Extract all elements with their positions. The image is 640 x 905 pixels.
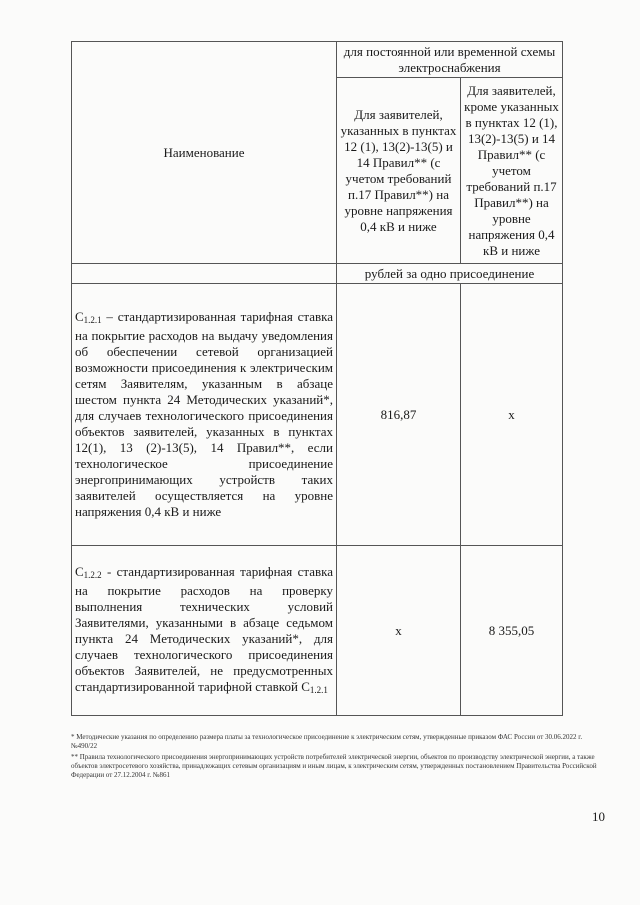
tariff-table: [71, 41, 563, 716]
row-description-cell: [72, 546, 337, 716]
page-number: 10: [592, 809, 605, 824]
rate-code: С: [75, 563, 84, 579]
row-value-b: x: [461, 284, 563, 546]
header-name-cell: Наименование: [72, 42, 337, 264]
row-value-a: x: [337, 546, 461, 716]
rate-description: – стандартизированная тарифная ставка на покрытие расходов на выдачу уведомления об обеспечении сетевой организацией возможности присоединения к электрическим сетям Заявителям, указанным в абзаце шестом пункта 24 Методических указаний*, для случаев технологического присоединения объектов заявителей, указанных в пунктах 12(1), 13 (2)-13(5), 14 Правил**, если технологическое присоединение энергопринимающих устройств таких заявителей осуществляется на уровне напряжения 0,4 кВ и ниже: [75, 309, 333, 519]
header-column-b: Для заявителей, кроме указанных в пунктах 12 (1), 13(2)-13(5) и 14 Правил** (с учетом требований п.17 Правил**) на уровне напряжения 0,4 кВ и ниже: [461, 78, 563, 264]
row-value-a: 816,87: [337, 284, 461, 546]
row-description-cell: [72, 284, 337, 546]
header-unit-cell: рублей за одно присоединение: [337, 264, 563, 284]
rate-code-subscript: 1.2.2: [83, 569, 102, 580]
rate-reference-subscript: 1.2.1: [309, 684, 328, 695]
header-unit-empty-cell: [72, 264, 337, 284]
rate-code: С: [75, 309, 84, 324]
rate-reference-code: С: [301, 678, 310, 694]
row-value-b: 8 355,05: [461, 546, 563, 716]
footnote-rules: ** Правила технологического присоединения энергопринимающих устройств потребителей электрической энергии, объектов по производству электрической энергии, а также объектов электросетевого хозяйства, принадлежащих сетевым организациям и иным лицам, к электрическим сетям, утвержденных постановлением Правительства Российской Федерации от 27.12.2004 г. №861: [71, 753, 597, 779]
rate-code-subscript: 1.2.1: [83, 315, 102, 325]
header-group-cell: для постоянной или временной схемы электроснабжения: [337, 42, 563, 78]
footnote-methodology: * Методические указания по определению размера платы за технологическое присоединение к электрическим сетям, утвержденные приказом ФАС России от 30.06.2022 г. №490/22: [71, 733, 583, 750]
footnotes: [71, 733, 606, 782]
table-row: [72, 284, 563, 546]
header-row-group: [72, 42, 563, 78]
table-row: [72, 546, 563, 716]
rate-description: - стандартизированная тарифная ставка на покрытие расходов на проверку выполнения технических условий Заявителями, указанными в абзаце седьмом пункта 24 Методических указаний*, для случаев технологического присоединения объектов Заявителей, не предусмотренных стандартизированной тарифной ставкой: [75, 563, 333, 694]
header-row-unit: [72, 264, 563, 284]
header-column-a: Для заявителей, указанных в пунктах 12 (1), 13(2)-13(5) и 14 Правил** (с учетом требований п.17 Правил**) на уровне напряжения 0,4 кВ и ниже: [337, 78, 461, 264]
